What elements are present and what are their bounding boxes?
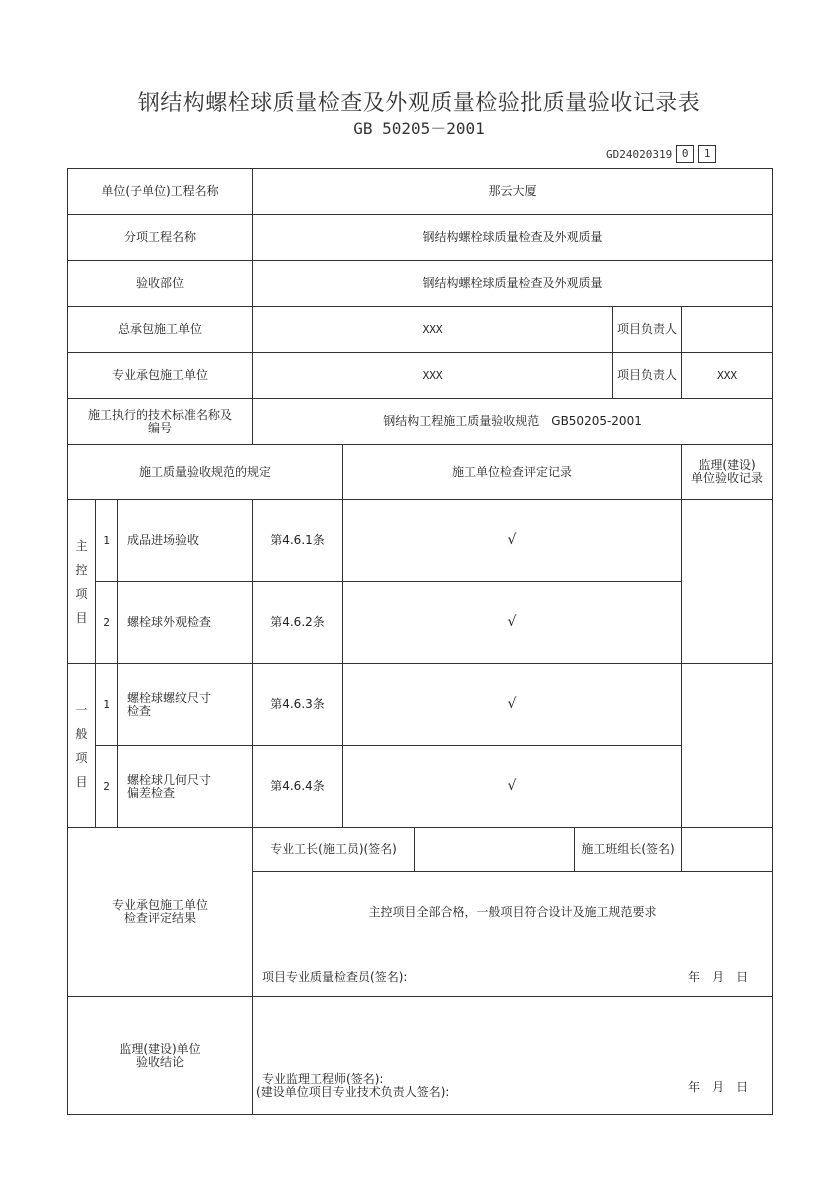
general-supervision-record[interactable] bbox=[682, 664, 773, 828]
standard-code: GB 50205－2001 bbox=[353, 119, 485, 138]
main-control-group-label bbox=[68, 500, 96, 664]
main-control-item bbox=[68, 500, 773, 582]
item-number: 1 bbox=[96, 500, 118, 582]
supervision-conclusion-cell[interactable] bbox=[253, 997, 773, 1115]
contractor-result-label bbox=[68, 828, 253, 997]
supervision-header bbox=[682, 445, 773, 500]
item-number: 1 bbox=[96, 664, 118, 746]
supervision-header-line2: 单位验收记录 bbox=[691, 471, 764, 485]
contractor-result-label-line2: 检查评定结果 bbox=[124, 911, 197, 925]
row-acceptance-part bbox=[68, 261, 773, 307]
code-box[interactable]: 1 bbox=[698, 145, 716, 163]
item-record[interactable]: √ bbox=[343, 582, 682, 664]
special-manager-label: 项目负责人 bbox=[613, 353, 682, 399]
code-box[interactable]: 0 bbox=[676, 145, 694, 163]
special-manager-value[interactable]: XXX bbox=[682, 353, 773, 399]
group-char: 项 bbox=[75, 586, 88, 601]
group-char: 项 bbox=[75, 750, 88, 765]
supervision-result-label bbox=[68, 997, 253, 1115]
item-clause: 第4.6.2条 bbox=[253, 582, 343, 664]
supervision-engineer-label: 专业监理工程师(签名): bbox=[262, 1072, 384, 1086]
group-char: 目 bbox=[75, 774, 88, 789]
group-char: 一 bbox=[75, 702, 88, 717]
sub-project-label: 分项工程名称 bbox=[68, 215, 253, 261]
owner-representative-label: (建设单位项目专业技术负责人签名): bbox=[256, 1085, 450, 1099]
contractor-date: 年 月 日 bbox=[688, 970, 749, 984]
item-name bbox=[118, 500, 253, 582]
item-name-line2: 偏差检查 bbox=[127, 785, 176, 800]
unit-project-value[interactable]: 那云大厦 bbox=[253, 169, 773, 215]
group-char: 目 bbox=[75, 610, 88, 625]
general-contractor-value[interactable]: XXX bbox=[253, 307, 613, 353]
item-number: 2 bbox=[96, 582, 118, 664]
row-special-contractor bbox=[68, 353, 773, 399]
supervision-date: 年 月 日 bbox=[688, 1080, 749, 1094]
item-name bbox=[118, 746, 253, 828]
special-contractor-value[interactable]: XXX bbox=[253, 353, 613, 399]
main-control-supervision-record[interactable] bbox=[682, 500, 773, 664]
contractor-conclusion-cell[interactable] bbox=[253, 872, 773, 997]
item-name-line1: 成品进场验收 bbox=[127, 533, 200, 547]
spec-header: 施工质量验收规范的规定 bbox=[68, 445, 343, 500]
item-clause: 第4.6.4条 bbox=[253, 746, 343, 828]
general-item bbox=[68, 746, 773, 828]
group-char: 般 bbox=[75, 726, 88, 741]
row-supervision-conclusion bbox=[68, 997, 773, 1115]
supervision-result-label-line1: 监理(建设)单位 bbox=[119, 1041, 201, 1056]
group-char: 控 bbox=[75, 562, 88, 577]
team-leader-signature[interactable] bbox=[682, 828, 773, 872]
item-name-line1: 螺栓球几何尺寸 bbox=[127, 772, 212, 787]
unit-project-label: 单位(子单位)工程名称 bbox=[68, 169, 253, 215]
supervision-header-line1: 监理(建设) bbox=[698, 458, 756, 472]
item-clause: 第4.6.3条 bbox=[253, 664, 343, 746]
contractor-conclusion: 主控项目全部合格，一般项目符合设计及施工规范要求 bbox=[368, 905, 657, 919]
acceptance-form-table bbox=[67, 168, 773, 1115]
row-technical-standard bbox=[68, 399, 773, 445]
row-unit-project bbox=[68, 169, 773, 215]
form-title: 钢结构螺栓球质量检查及外观质量检验批质量验收记录表 bbox=[137, 91, 701, 116]
item-record[interactable]: √ bbox=[343, 746, 682, 828]
row-inspection-header bbox=[68, 445, 773, 500]
technical-standard-label-line1: 施工执行的技术标准名称及 bbox=[88, 407, 233, 422]
special-contractor-label: 专业承包施工单位 bbox=[68, 353, 253, 399]
item-clause: 第4.6.1条 bbox=[253, 500, 343, 582]
foreman-label: 专业工长(施工员)(签名) bbox=[253, 828, 415, 872]
technical-standard-label bbox=[68, 399, 253, 445]
main-control-item bbox=[68, 582, 773, 664]
item-name-line1: 螺栓球外观检查 bbox=[127, 615, 212, 629]
supervision-result-label-line2: 验收结论 bbox=[136, 1054, 185, 1069]
contractor-result-label-line1: 专业承包施工单位 bbox=[112, 898, 209, 912]
general-contractor-label: 总承包施工单位 bbox=[68, 307, 253, 353]
item-name bbox=[118, 582, 253, 664]
general-item bbox=[68, 664, 773, 746]
form-code: GD24020319 bbox=[606, 147, 673, 161]
row-signatures bbox=[68, 828, 773, 872]
general-manager-value[interactable] bbox=[682, 307, 773, 353]
item-name bbox=[118, 664, 253, 746]
foreman-signature[interactable] bbox=[415, 828, 575, 872]
team-leader-label: 施工班组长(签名) bbox=[575, 828, 682, 872]
group-char: 主 bbox=[75, 538, 88, 553]
general-manager-label: 项目负责人 bbox=[613, 307, 682, 353]
item-record[interactable]: √ bbox=[343, 664, 682, 746]
item-name-line1: 螺栓球螺纹尺寸 bbox=[127, 690, 212, 705]
acceptance-part-value[interactable]: 钢结构螺栓球质量检查及外观质量 bbox=[253, 261, 773, 307]
item-number: 2 bbox=[96, 746, 118, 828]
item-name-line2: 检查 bbox=[127, 703, 152, 718]
general-group-label bbox=[68, 664, 96, 828]
record-header: 施工单位检查评定记录 bbox=[343, 445, 682, 500]
sub-project-value[interactable]: 钢结构螺栓球质量检查及外观质量 bbox=[253, 215, 773, 261]
row-general-contractor bbox=[68, 307, 773, 353]
item-record[interactable]: √ bbox=[343, 500, 682, 582]
quality-inspector-label: 项目专业质量检查员(签名): bbox=[262, 970, 408, 984]
acceptance-part-label: 验收部位 bbox=[68, 261, 253, 307]
form-code-row bbox=[606, 145, 716, 163]
technical-standard-value[interactable]: 钢结构工程施工质量验收规范 GB50205-2001 bbox=[253, 399, 773, 445]
row-sub-project bbox=[68, 215, 773, 261]
technical-standard-label-line2: 编号 bbox=[148, 420, 173, 435]
